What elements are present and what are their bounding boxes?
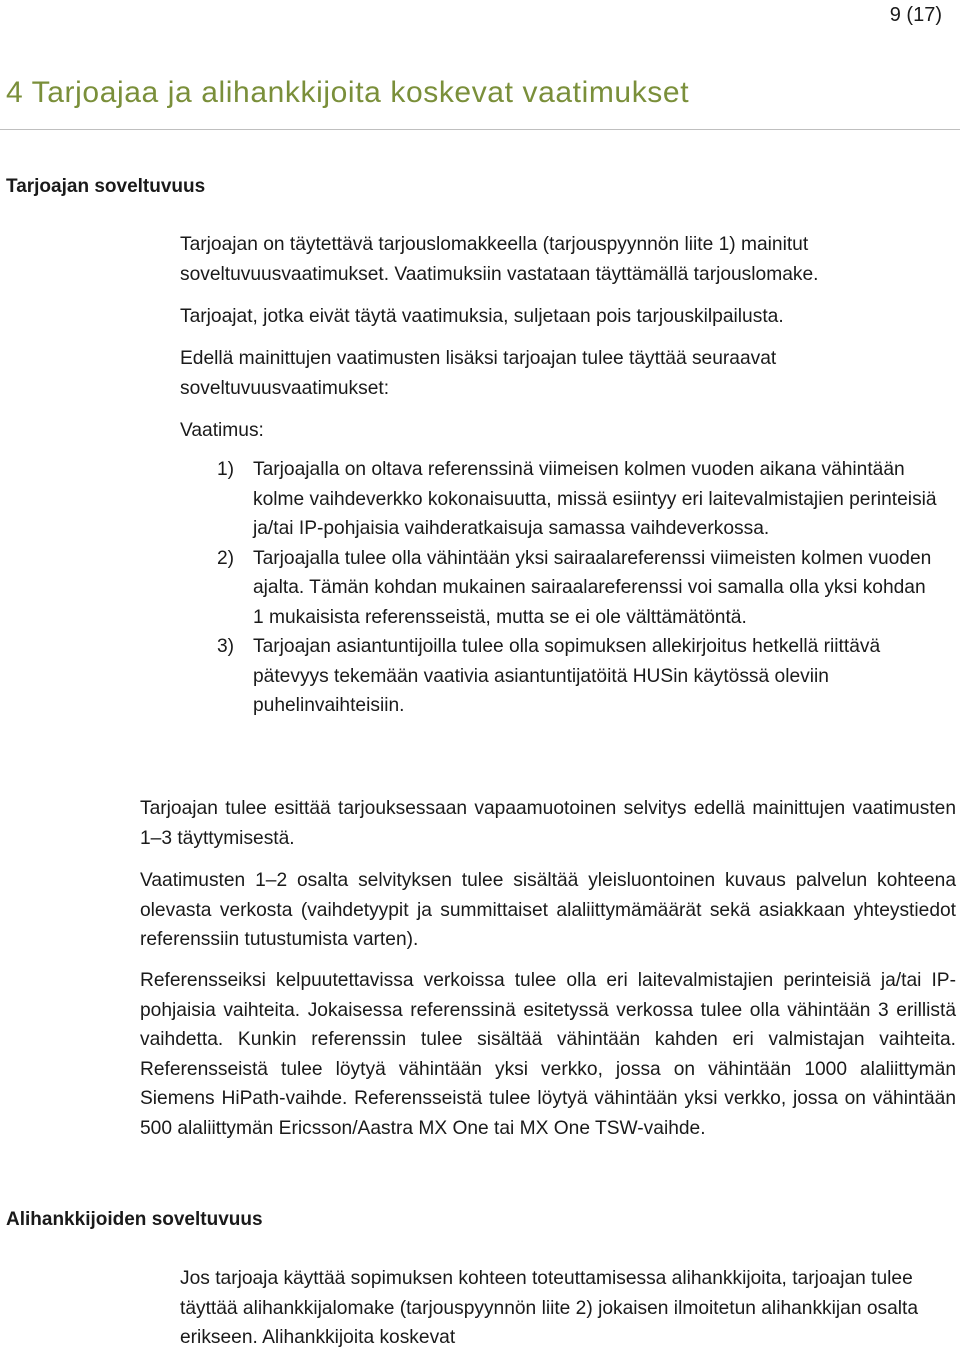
requirement-number: 1)	[217, 459, 235, 480]
paragraph-reference-networks: Referensseiksi kelpuutettavissa verkoissa tulee olla eri laitevalmistajien perinteisiä ja/tai IP-pohjaisia vaihteita. Jokaisessa referenssinä esitetyssä verkossa tulee olla vähintään 3 erillistä vaihdetta. Kunkin referenssin tulee sisältää vähintään kahden eri valmistajan vaihteita. Referensseistä tulee löytyä vähintään yksi verkko, jossa on vähintään 1000 alaliittymän Siemens HiPath-vaihde. Referensseistä tulee löytyä vähintään yksi verkko, jossa on vähintään 500 alaliittymän Ericsson/Aastra MX One tai MX One TSW-vaihde.	[140, 970, 956, 1139]
requirement-text: Tarjoajan asiantuntijoilla tulee olla sopimuksen allekirjoitus hetkellä riittävä pätevyys tekemään vaativia asiantuntijatöitä HUSin käytössä oleviin puhelinvaihteisiin.	[253, 636, 881, 716]
requirement-number: 3)	[217, 636, 235, 657]
requirement-item-3	[180, 632, 940, 721]
requirement-text: Tarjoajalla on oltava referenssinä viimeisen kolmen vuoden aikana vähintään kolme vaihdeverkko kokonaisuutta, missä esiintyy eri laitevalmistajien perinteisiä ja/tai IP-pohjaisia vaihderatkaisuja samassa vaihdeverkossa.	[253, 459, 937, 539]
requirement-label: Vaatimus:	[180, 420, 264, 441]
page-number: 9 (17)	[889, 4, 942, 26]
requirement-item-1	[180, 455, 940, 544]
requirement-item-2	[180, 544, 940, 633]
requirements-list	[180, 455, 940, 721]
paragraph-additional-requirements: Edellä mainittujen vaatimusten lisäksi tarjoajan tulee täyttää seuraavat soveltuvuusvaatimukset:	[180, 348, 777, 399]
requirement-number: 2)	[217, 547, 235, 569]
requirement-text: Tarjoajalla tulee olla vähintään yksi sairaalareferenssi viimeisten kolmen vuoden ajalta. Tämän kohdan mukainen sairaalareferenssi voi samalla olla yksi kohdan 1 mukaisista referensseistä, mutta se ei ole välttämätöntä.	[253, 547, 932, 628]
section-heading-tarjoajan-soveltuvuus: Tarjoajan soveltuvuus	[6, 176, 206, 197]
paragraph-tarjouslomake: Tarjoajan on täytettävä tarjouslomakkeella (tarjouspyynnön liite 1) mainitut soveltuvuusvaatimukset. Vaatimuksiin vastataan täyttämällä tarjouslomake.	[180, 234, 819, 285]
title-divider	[0, 129, 960, 130]
paragraph-subcontractors: Jos tarjoaja käyttää sopimuksen kohteen toteuttamisessa alihankkijoita, tarjoajan tulee täyttää alihankkijalomake (tarjouspyynnön liite 2) jokaisen ilmoitetun alihankkijan osalta erikseen. Alihankkijoita koskevat	[180, 1268, 919, 1348]
paragraph-exclusion: Tarjoajat, jotka eivät täytä vaatimuksia, suljetaan pois tarjouskilpailusta.	[180, 306, 784, 327]
section-heading-alihankkijoiden-soveltuvuus: Alihankkijoiden soveltuvuus	[6, 1209, 263, 1230]
paragraph-free-form-report: Tarjoajan tulee esittää tarjouksessaan vapaamuotoinen selvitys edellä mainittujen vaatimusten 1–3 täyttymisestä.	[140, 798, 956, 849]
paragraph-report-contents: Vaatimusten 1–2 osalta selvityksen tulee sisältää yleisluontoinen kuvaus palvelun kohteena olevasta verkosta (vaihdetyypit ja summittaiset alaliittymämäärät sekä asiakkaan yhteystiedot referenssiin tutustumista varten).	[140, 870, 956, 950]
chapter-title: 4 Tarjoajaa ja alihankkijoita koskevat vaatimukset	[6, 76, 690, 109]
